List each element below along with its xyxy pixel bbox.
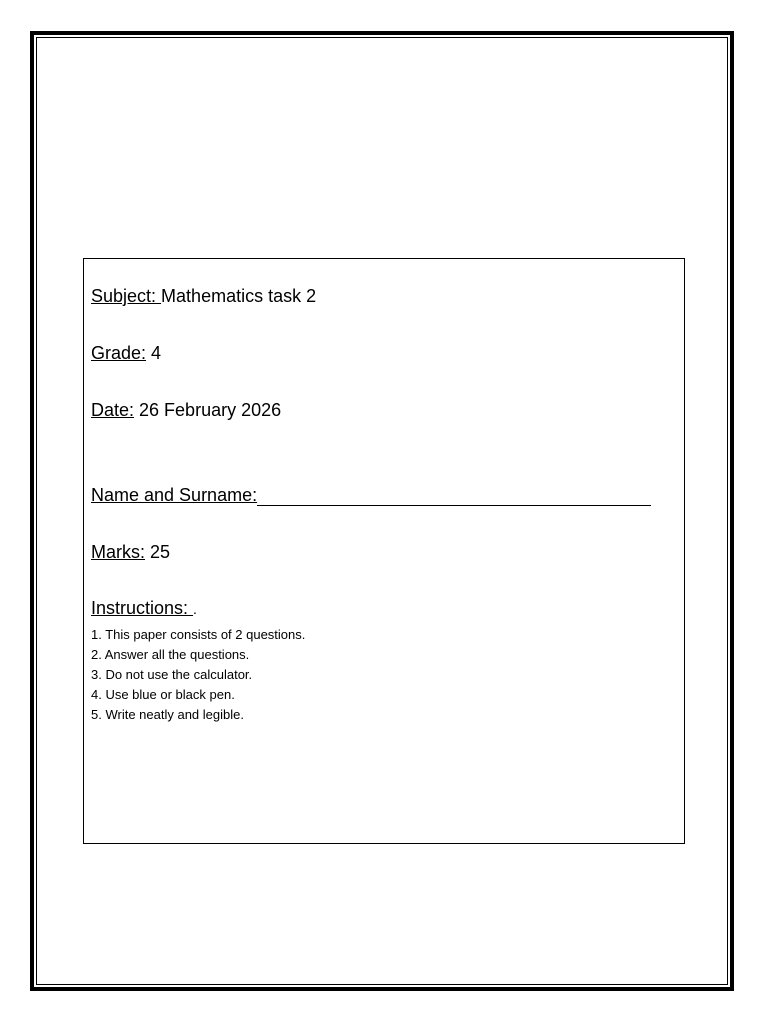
instructions-list bbox=[91, 625, 305, 725]
marks-value: 25 bbox=[145, 542, 171, 562]
date-label: Date: bbox=[91, 400, 135, 420]
instruction-item: 1. This paper consists of 2 questions. bbox=[91, 627, 306, 642]
subject-label: Subject: bbox=[91, 286, 162, 306]
marks-label: Marks: bbox=[91, 542, 145, 562]
instruction-item: 2. Answer all the questions. bbox=[91, 647, 250, 662]
name-surname-line bbox=[91, 484, 651, 506]
grade-line bbox=[91, 342, 161, 364]
instruction-item: 4. Use blue or black pen. bbox=[91, 687, 235, 702]
subject-line bbox=[91, 285, 316, 307]
name-surname-label: Name and Surname: bbox=[91, 485, 258, 505]
subject-value: Mathematics task 2 bbox=[161, 286, 317, 306]
date-value: 26 February 2026 bbox=[134, 400, 282, 420]
name-surname-blank[interactable] bbox=[257, 485, 651, 506]
instructions-heading bbox=[91, 597, 197, 620]
cover-info-box bbox=[83, 258, 685, 844]
instruction-item: 3. Do not use the calculator. bbox=[91, 667, 253, 682]
instructions-suffix: . bbox=[193, 601, 197, 617]
grade-value: 4 bbox=[146, 343, 162, 363]
instruction-item: 5. Write neatly and legible. bbox=[91, 707, 244, 722]
instructions-label: Instructions: bbox=[91, 598, 194, 618]
grade-label: Grade: bbox=[91, 343, 147, 363]
marks-line bbox=[91, 541, 170, 563]
date-line bbox=[91, 399, 281, 421]
